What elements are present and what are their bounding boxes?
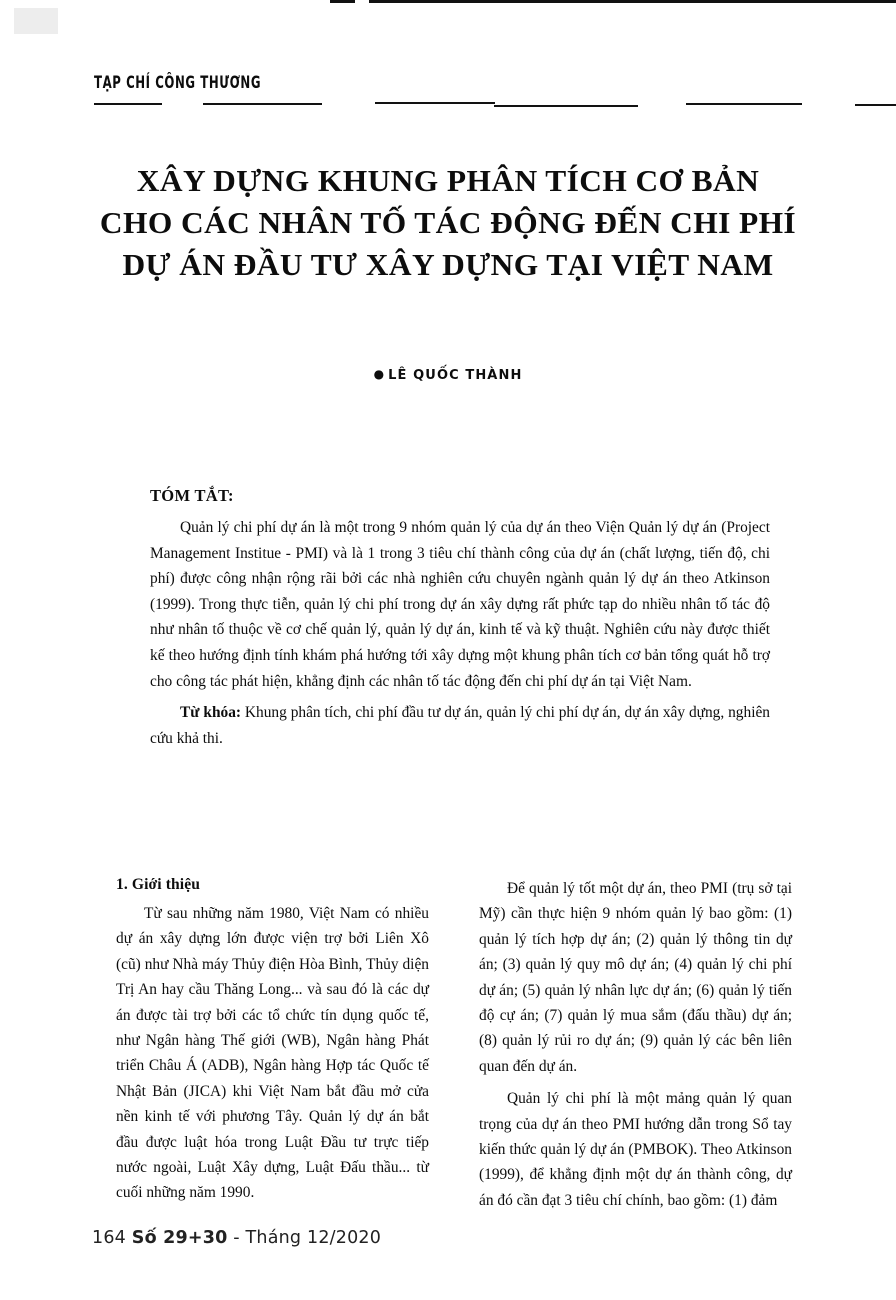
header-rule-segment xyxy=(203,103,322,105)
title-line-1: XÂY DỰNG KHUNG PHÂN TÍCH CƠ BẢN xyxy=(136,164,760,198)
article-title xyxy=(58,160,838,286)
header-rule-segment xyxy=(494,105,638,107)
abstract-section xyxy=(150,486,770,751)
body-columns xyxy=(116,876,792,1220)
abstract-keywords xyxy=(150,700,770,751)
title-line-3: DỰ ÁN ĐẦU TƯ XÂY DỰNG TẠI VIỆT NAM xyxy=(122,248,774,282)
keywords-label: Từ khóa: xyxy=(180,704,242,722)
page-footer xyxy=(92,1228,381,1248)
footer-issue: Số 29+30 xyxy=(131,1228,228,1248)
body-paragraph: Quản lý chi phí là một mảng quản lý quan trọng của dự án theo PMI hướng dẫn trong Sổ tay kiến thức quản lý dự án (PMBOK). Theo Atkinson (1999), để khẳng định một dự án thành công, dự án đó cần đạt 3 tiêu chí chính, bao gồm: (1) đảm xyxy=(479,1090,792,1209)
abstract-heading: TÓM TẮT: xyxy=(150,486,234,505)
author-name: LÊ QUỐC THÀNH xyxy=(388,368,523,383)
scan-edge-nick-artifact xyxy=(355,0,369,7)
keywords-text: Khung phân tích, chi phí đầu tư dự án, quản lý chi phí dự án, dự án xây dựng, nghiên cứu khả thi. xyxy=(150,704,770,747)
body-paragraph: Để quản lý tốt một dự án, theo PMI (trụ sở tại Mỹ) cần thực hiện 9 nhóm quản lý bao gồm: (1) quản lý tích hợp dự án; (2) quản lý thông tin dự án; (3) quản lý quy mô dự án; (4) quản lý chi phí dự án; (5) quản lý nhân lực dự án; (6) quản lý tiến độ cự án; (7) quản lý mua sắm (đấu thầu) dự án; (8) quản lý rủi ro dự án; (9) quản lý các bên liên quan đến dự án. xyxy=(479,880,792,1075)
body-paragraph: Từ sau những năm 1980, Việt Nam có nhiều dự án xây dựng lớn được viện trợ bởi Liên Xô (cũ) như Nhà máy Thủy điện Hòa Bình, Thủy diện Trị An hay cầu Thăng Long... và sau đó là các dự án được tài trợ bởi các tổ chức tín dụng quốc tế, như Ngân hàng Thế giới (WB), Ngân hàng Phát triển Châu Á (ADB), Ngân hàng Hợp tác Quốc tế Nhật Bản (JICA) khi Việt Nam bắt đầu mở cửa nền kinh tế với phương Tây. Quản lý dự án bắt đầu được luật hóa trong Luật Đầu tư trực tiếp nước ngoài, Luật Xây dựng, Luật Đấu thầu... từ cuối những năm 1990. xyxy=(116,905,429,1202)
header-rule-segment xyxy=(686,103,802,105)
header-rule-segment xyxy=(375,102,495,104)
author-byline xyxy=(0,367,896,383)
title-line-2: CHO CÁC NHÂN TỐ TÁC ĐỘNG ĐẾN CHI PHÍ xyxy=(99,206,797,240)
section-heading-introduction: 1. Giới thiệu xyxy=(116,876,201,893)
footer-page-number: 164 xyxy=(92,1228,127,1248)
header-rule-segment xyxy=(855,104,896,106)
abstract-body: Quản lý chi phí dự án là một trong 9 nhóm quản lý của dự án theo Viện Quản lý dự án (Project Management Institue - PMI) và là 1 trong 3 tiêu chí thành công của dự án (chất lượng, tiến độ, chi phí) được công nhận rộng rãi bởi các nhà nghiên cứu chuyên ngành quản lý dự án theo Atkinson (1999). Trong thực tiễn, quản lý chi phí trong dự án xây dựng rất phức tạp do nhiều nhân tố tác độ như nhân tố thuộc về cơ chế quản lý, quản lý dự án, kinh tế và kỹ thuật. Nghiên cứu này được thiết kế theo hướng định tính khám phá hướng tới xây dựng một khung phân tích cơ bản tổng quát hỗ trợ cho công tác phát hiện, khẳng định các nhân tố tác động đến chi phí dự án tại Việt Nam. xyxy=(150,519,770,690)
bullet-icon: ● xyxy=(373,367,386,381)
running-head: TẠP CHÍ CÔNG THƯƠNG xyxy=(94,72,262,92)
header-rule-segment xyxy=(94,103,162,105)
footer-date: - Tháng 12/2020 xyxy=(233,1228,382,1248)
body-column-right xyxy=(479,876,792,1220)
body-column-left xyxy=(116,876,429,1220)
scan-edge-artifact xyxy=(330,0,896,3)
scan-smudge-artifact xyxy=(14,8,58,34)
